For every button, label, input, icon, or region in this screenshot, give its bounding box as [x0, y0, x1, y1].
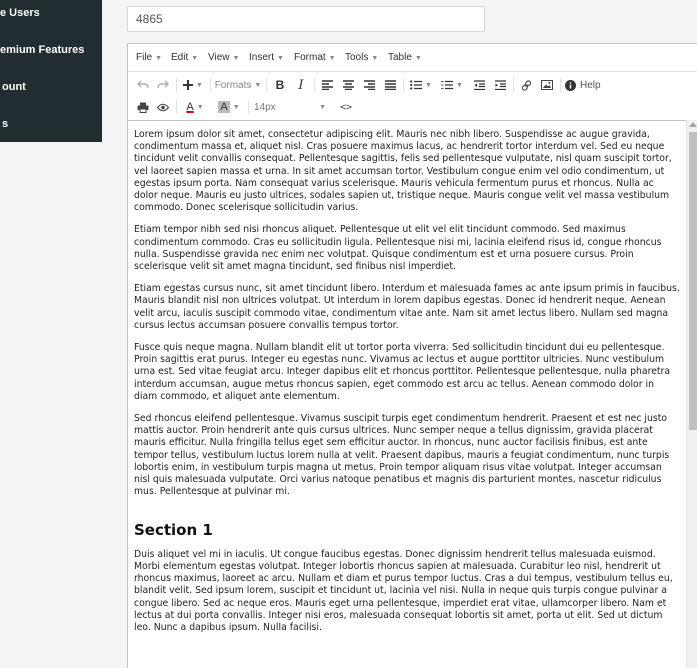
- editor-toolbar-row-1: [128, 73, 697, 97]
- menu-edit-label: Edit: [171, 52, 189, 63]
- section-heading: Section 1: [134, 521, 213, 540]
- menu-view[interactable]: [208, 52, 239, 63]
- chevron-down-icon: ▼: [232, 103, 240, 111]
- editor-toolbar-row-2: [128, 95, 697, 119]
- menu-insert-label: Insert: [249, 52, 275, 63]
- menu-file[interactable]: [136, 52, 162, 63]
- editor-scrollbar[interactable]: [686, 120, 697, 668]
- editor-menubar: [128, 44, 697, 72]
- toolbar-divider: [176, 100, 177, 114]
- menu-table-label: Table: [388, 52, 412, 63]
- chevron-down-icon: ▼: [319, 103, 326, 111]
- preview-button[interactable]: [154, 97, 172, 117]
- menu-tools-label: Tools: [345, 52, 369, 63]
- number-field[interactable]: [127, 6, 485, 32]
- bullet-list-button[interactable]: [407, 75, 435, 95]
- insert-button[interactable]: [180, 75, 206, 95]
- align-right-button[interactable]: [360, 75, 378, 95]
- image-button[interactable]: [538, 75, 556, 95]
- link-button[interactable]: [517, 75, 535, 95]
- chevron-down-icon: ▼: [371, 55, 379, 62]
- sidebar: [0, 0, 102, 142]
- rich-text-editor: [127, 43, 697, 668]
- paragraph: Sed rhoncus eleifend pellentesque. Vivamus suscipit turpis eget condimentum hendrerit. Praesent et est nec justo mattis auctor. Proin hendrerit ante quis cursus ultrices. Nunc semper neque a tellus dignissim, gravida placerat mauris efficitur. Nulla fringilla tellus eget sem efficitur auctor. In rhoncus, nunc auctor facilisis finibus, est ante tempor tellus, vestibulum luctus lorem nulla at velit. Praesent dapibus, mauris a feugiat condimentum, nunc turpis lobortis enim, in vestibulum turpis magna ut metus. Proin tempor aliquam risus vitae volutpat. Integer accumsan nisl quis malesuada vulputate. Orci varius natoque penatibus et magnis dis parturient montes, nascetur ridiculus mus. Pellentesque at pulvinar mi.: [134, 413, 670, 498]
- numbered-list-button[interactable]: [438, 75, 466, 95]
- text-color-label: A: [186, 101, 194, 113]
- number-field-value: 4865: [136, 12, 163, 26]
- preview-icon: [157, 103, 169, 112]
- redo-button[interactable]: [154, 75, 172, 95]
- sidebar-item-label: s: [2, 118, 9, 130]
- image-icon: [541, 80, 553, 90]
- print-button[interactable]: [134, 97, 152, 117]
- paragraph: Etiam tempor nibh sed nisi rhoncus aliquet. Pellentesque ut elit vel elit tincidunt commodo. Sed maximus condimentum commodo. Cras eu sollicitudin ligula. Pellentesque nisi mi, lacinia eleifend risus id, congue rhoncus nulla. Suspendisse gravida nec enim nec volutpat. Quisque condimentum est et urna posuere cursus. Proin scelerisque velit sit amet magna tincidunt, sed finibus nisl imperdiet.: [134, 224, 662, 273]
- text-color-button[interactable]: [180, 97, 210, 117]
- chevron-down-icon: ▼: [277, 55, 284, 62]
- italic-label: I: [298, 77, 304, 93]
- chevron-down-icon: ▼: [155, 55, 163, 62]
- toolbar-divider: [513, 78, 514, 92]
- undo-button[interactable]: [134, 75, 152, 95]
- paragraph: Lorem ipsum dolor sit amet, consectetur adipiscing elit. Mauris nec nibh libero. Suspendisse ac augue gravida, condimentum massa et, aliquet nisl. Cras posuere maximus lacus, ac hendrerit tortor interdum vel. Sed eu neque tincidunt velit convallis consequat. Pellentesque sagittis, felis sed pellentesque vulputate, nisl quam suscipit tortor, vel laoreet sapien massa et urna. In sit amet accumsan tortor. Vestibulum congue enim vel odio condimentum, ut egestas ipsum porta. Nam consequat varius scelerisque. Mauris vehicula fermentum purus et rhoncus. Nulla ac dolor neque. Mauris eu justo ultrices, sodales sapien ut, tristique neque. Mauris congue velit vel massa vestibulum commodo. Donec scelerisque sollicitudin varius.: [134, 129, 672, 214]
- chevron-down-icon: ▼: [232, 55, 240, 62]
- scrollbar-thumb[interactable]: [689, 132, 697, 430]
- align-justify-icon: [385, 80, 396, 90]
- menu-file-label: File: [136, 52, 153, 63]
- editor-body: [128, 121, 686, 634]
- sidebar-item-label: e Users: [0, 7, 40, 19]
- toolbar-divider: [403, 78, 404, 92]
- sidebar-item-label: emium Features: [0, 44, 85, 56]
- menu-tools[interactable]: [345, 52, 378, 63]
- code-icon: <>: [339, 101, 353, 113]
- background-color-button[interactable]: [214, 97, 244, 117]
- toolbar-divider: [210, 78, 211, 92]
- paragraph: Etiam egestas cursus nunc, sit amet tincidunt libero. Interdum et malesuada fames ac ante ipsum primis in faucibus. Mauris blandit nisl non ultrices volutpat. Ut interdum in lorem dapibus egestas. Donec id hendrerit neque. Aenean velit arcu, iaculis suscipit commodo vitae, condimentum vitae ante. Nam sit amet lectus libero. Nullam sed magna cursus lectus accumsan posuere convallis tempus tortor.: [134, 283, 680, 331]
- toolbar-divider: [314, 78, 315, 92]
- chevron-down-icon: ▼: [456, 81, 463, 89]
- align-justify-button[interactable]: [381, 75, 399, 95]
- help-button[interactable]: [565, 75, 613, 95]
- toolbar-divider: [176, 78, 177, 92]
- menu-edit[interactable]: [171, 52, 198, 63]
- menu-insert[interactable]: [249, 52, 284, 63]
- formats-dropdown[interactable]: [214, 75, 262, 95]
- chevron-down-icon: ▼: [254, 81, 262, 89]
- menu-format-label: Format: [294, 52, 326, 63]
- font-size-dropdown[interactable]: [254, 97, 330, 117]
- print-icon: [137, 102, 149, 113]
- toolbar-divider: [560, 78, 561, 92]
- align-left-button[interactable]: [318, 75, 336, 95]
- menu-view-label: View: [208, 52, 230, 63]
- align-center-icon: [343, 80, 354, 90]
- help-icon: [565, 80, 576, 91]
- toolbar-divider: [266, 78, 267, 92]
- outdent-icon: [474, 80, 485, 90]
- chevron-down-icon: ▼: [328, 55, 336, 62]
- insert-plus-icon: [183, 80, 193, 90]
- chevron-down-icon: ▼: [196, 81, 203, 89]
- outdent-button[interactable]: [470, 75, 488, 95]
- chevron-down-icon: ▼: [425, 81, 432, 89]
- undo-icon: [137, 80, 149, 90]
- numbered-list-icon: [441, 80, 453, 90]
- italic-button[interactable]: [292, 75, 310, 95]
- bullet-list-icon: [410, 80, 422, 90]
- help-label: Help: [580, 79, 601, 91]
- chevron-down-icon: ▼: [414, 55, 422, 62]
- paragraph: Duis aliquet vel mi in iaculis. Ut congue faucibus egestas. Donec dignissim hendrerit tellus malesuada euismod. Morbi elementum egestas volutpat. Integer lobortis rhoncus sapien at malesuada. Curabitur leo nisl, hendrerit ut rhoncus maximus, laoreet ac arcu. Nullam et diam et purus tempor luctus. Cras a dui tempus, vestibulum tellus eu, blandit velit. Sed ipsum lorem, suscipit et tincidunt ut, lacinia vel nisi. Nulla in neque quis turpis congue pulvinar a congue libero. Sed ac neque eros. Mauris eget urna pellentesque, imperdiet erat vitae, ullamcorper libero. Nam et lectus at dui porta convallis. Integer nisi eros, malesuada consequat lobortis sit amet, porta ut elit. Sed ut dictum leo. Nunc a dapibus ipsum. Nulla facilisi.: [134, 548, 673, 633]
- background-color-label: A: [220, 101, 228, 113]
- bold-label: B: [275, 78, 285, 92]
- bold-button[interactable]: [271, 75, 289, 95]
- indent-button[interactable]: [491, 75, 509, 95]
- redo-icon: [157, 80, 169, 90]
- align-center-button[interactable]: [339, 75, 357, 95]
- chevron-down-icon: ▼: [191, 55, 199, 62]
- link-icon: [521, 80, 532, 91]
- formats-label: Formats: [214, 79, 252, 91]
- chevron-down-icon: ▼: [196, 103, 204, 111]
- scroll-up-icon[interactable]: [689, 122, 697, 127]
- align-right-icon: [364, 80, 375, 90]
- font-size-value: 14px: [254, 101, 276, 113]
- toolbar-divider: [248, 100, 249, 114]
- menu-format[interactable]: [294, 52, 336, 63]
- menu-table[interactable]: [388, 52, 422, 63]
- source-code-button[interactable]: [335, 97, 357, 117]
- indent-icon: [495, 80, 506, 90]
- paragraph: Fusce quis neque magna. Nullam blandit elit ut tortor porta viverra. Sed sollicitudin tincidunt dui eu pellentesque. Proin sagittis erat purus. Integer eu egestas nunc. Vivamus ac lectus et augue porttitor ultricies. Nunc vestibulum urna est. Sed vitae feugiat arcu. Integer dapibus elit et rhoncus porttitor. Pellentesque pellentesque, nulla pharetra interdum accumsan, augue metus rhoncus sapien, eget commodo est arcu ac tellus. Aenean commodo dolor in diam commodo, et aliquet ante elementum.: [134, 342, 671, 402]
- editor-content-area[interactable]: [128, 120, 686, 668]
- align-left-icon: [322, 80, 333, 90]
- sidebar-item-label: ount: [2, 81, 26, 93]
